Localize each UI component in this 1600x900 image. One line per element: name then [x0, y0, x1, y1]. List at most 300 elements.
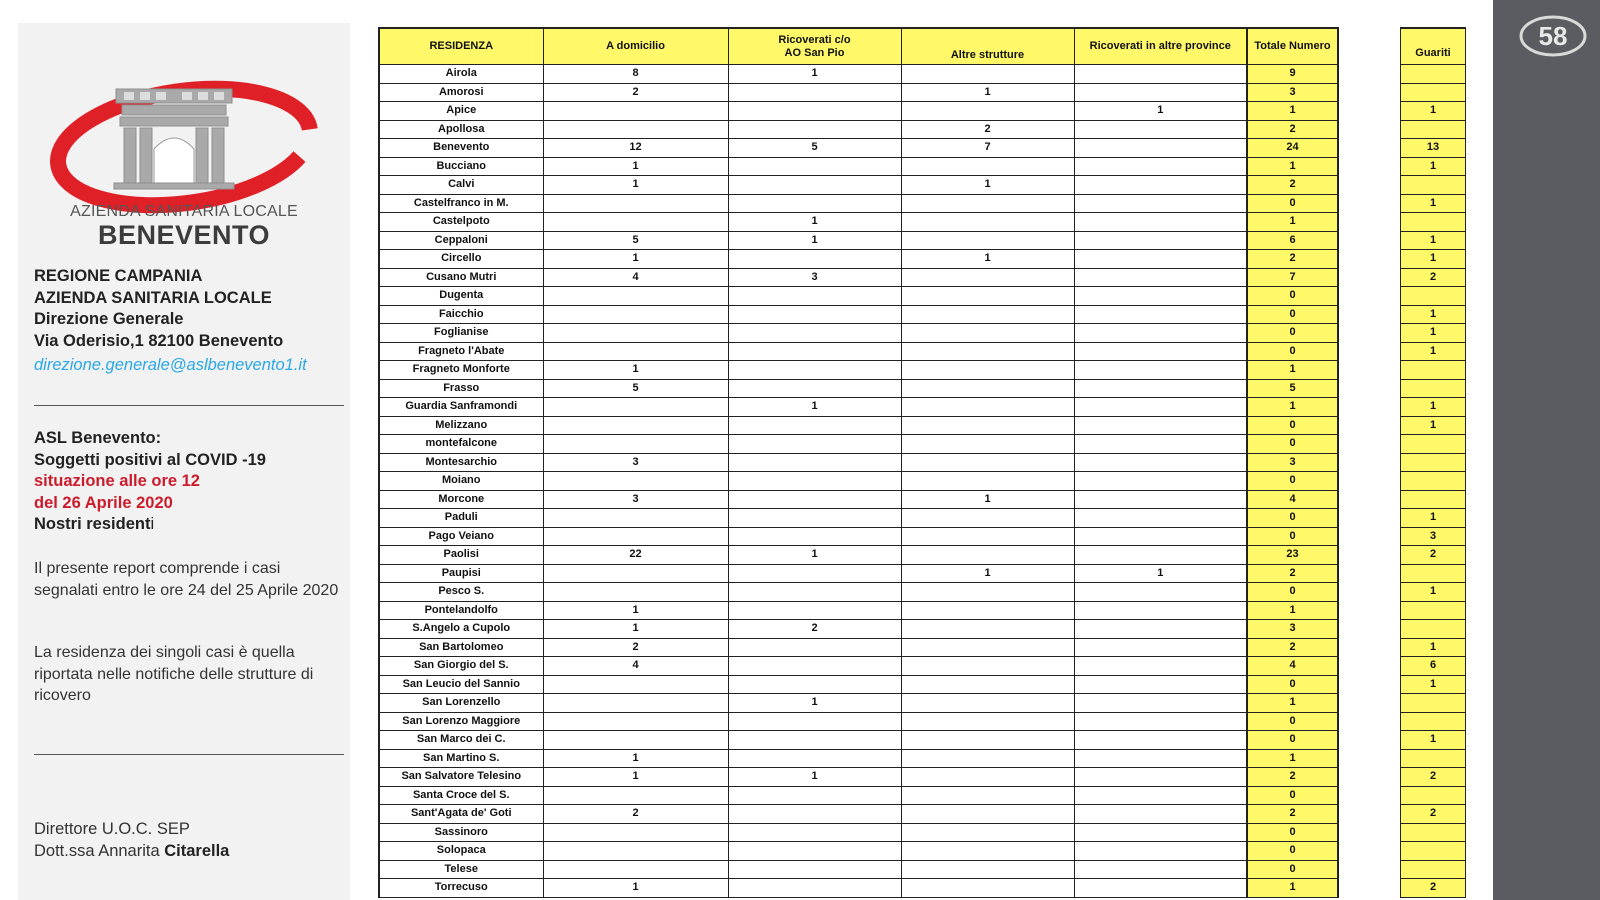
- guariti-row: [1401, 675, 1466, 694]
- cell-sanpio: [728, 120, 901, 139]
- cell-sanpio: [728, 509, 901, 528]
- cell-domicilio: [543, 435, 728, 454]
- cell-residenza: Paolisi: [379, 546, 543, 565]
- divider: [34, 405, 344, 406]
- cell-guariti: 1: [1401, 398, 1466, 417]
- cell-domicilio: [543, 509, 728, 528]
- cell-guariti: 1: [1401, 731, 1466, 750]
- cell-sanpio: 3: [728, 268, 901, 287]
- cell-guariti: 13: [1401, 139, 1466, 158]
- table-row: [379, 472, 1338, 491]
- cell-altre: [901, 453, 1074, 472]
- table-row: [379, 324, 1338, 343]
- guariti-row: [1401, 731, 1466, 750]
- cell-sanpio: 5: [728, 139, 901, 158]
- table-row: [379, 564, 1338, 583]
- cell-residenza: San Lorenzo Maggiore: [379, 712, 543, 731]
- guariti-header-row: [1401, 28, 1466, 65]
- cell-residenza: Foglianise: [379, 324, 543, 343]
- cell-province: [1074, 379, 1247, 398]
- cell-residenza: Paupisi: [379, 564, 543, 583]
- cell-residenza: Pontelandolfo: [379, 601, 543, 620]
- table-row: [379, 823, 1338, 842]
- cell-guariti: 1: [1401, 250, 1466, 269]
- cell-totale: 0: [1247, 342, 1338, 361]
- cell-totale: 3: [1247, 83, 1338, 102]
- cell-residenza: Apice: [379, 102, 543, 121]
- cell-residenza: Bucciano: [379, 157, 543, 176]
- cell-altre: [901, 768, 1074, 787]
- guariti-row: [1401, 712, 1466, 731]
- cell-sanpio: [728, 157, 901, 176]
- cell-sanpio: [728, 305, 901, 324]
- table-row: [379, 879, 1338, 898]
- cell-domicilio: 1: [543, 601, 728, 620]
- region-label: REGIONE CAMPANIA: [34, 267, 203, 285]
- cell-guariti: 2: [1401, 268, 1466, 287]
- report-scope-bold: Nostri resident: [34, 515, 151, 533]
- cell-guariti: 2: [1401, 879, 1466, 898]
- cell-province: [1074, 287, 1247, 306]
- cell-residenza: Montesarchio: [379, 453, 543, 472]
- cell-sanpio: [728, 472, 901, 491]
- cell-residenza: San Lorenzello: [379, 694, 543, 713]
- cases-table: [378, 27, 1339, 898]
- guariti-table: [1400, 27, 1466, 898]
- cell-altre: 1: [901, 176, 1074, 195]
- cell-province: [1074, 749, 1247, 768]
- cell-altre: 1: [901, 83, 1074, 102]
- guariti-row: [1401, 287, 1466, 306]
- cell-sanpio: 1: [728, 768, 901, 787]
- cell-domicilio: [543, 527, 728, 546]
- cell-totale: 0: [1247, 194, 1338, 213]
- cell-sanpio: [728, 490, 901, 509]
- cell-residenza: Castelpoto: [379, 213, 543, 232]
- table-row: [379, 638, 1338, 657]
- guariti-row: [1401, 139, 1466, 158]
- cell-altre: [901, 694, 1074, 713]
- cell-domicilio: 3: [543, 453, 728, 472]
- cell-domicilio: 8: [543, 65, 728, 84]
- cell-sanpio: [728, 435, 901, 454]
- cell-domicilio: 2: [543, 805, 728, 824]
- cell-domicilio: [543, 416, 728, 435]
- cell-guariti: [1401, 83, 1466, 102]
- cell-sanpio: [728, 842, 901, 861]
- cell-altre: [901, 194, 1074, 213]
- cell-totale: 1: [1247, 398, 1338, 417]
- report-scope-tail: i: [150, 515, 155, 533]
- cell-domicilio: 1: [543, 250, 728, 269]
- cell-residenza: Pesco S.: [379, 583, 543, 602]
- cell-altre: [901, 527, 1074, 546]
- guariti-row: [1401, 805, 1466, 824]
- guariti-row: [1401, 786, 1466, 805]
- cell-sanpio: [728, 675, 901, 694]
- cell-totale: 0: [1247, 324, 1338, 343]
- table-row: [379, 65, 1338, 84]
- cell-sanpio: 1: [728, 231, 901, 250]
- cell-sanpio: [728, 583, 901, 602]
- cell-province: [1074, 805, 1247, 824]
- table-row: [379, 583, 1338, 602]
- cell-totale: 0: [1247, 527, 1338, 546]
- cell-altre: [901, 546, 1074, 565]
- cell-totale: 2: [1247, 638, 1338, 657]
- cell-guariti: 2: [1401, 805, 1466, 824]
- col-guariti: Guariti: [1401, 28, 1466, 65]
- cell-residenza: Sant'Agata de' Goti: [379, 805, 543, 824]
- cell-altre: [901, 620, 1074, 639]
- cell-guariti: 1: [1401, 102, 1466, 121]
- cell-totale: 1: [1247, 879, 1338, 898]
- cell-province: [1074, 860, 1247, 879]
- cell-domicilio: [543, 398, 728, 417]
- cell-province: [1074, 65, 1247, 84]
- cell-domicilio: 5: [543, 231, 728, 250]
- table-row: [379, 435, 1338, 454]
- cell-guariti: 2: [1401, 768, 1466, 787]
- cell-domicilio: [543, 842, 728, 861]
- cell-altre: [901, 879, 1074, 898]
- cell-totale: 0: [1247, 731, 1338, 750]
- cell-guariti: [1401, 620, 1466, 639]
- note-report-period: Il presente report comprende i casi segnalati entro le ore 24 del 25 Aprile 2020: [34, 560, 339, 599]
- guariti-row: [1401, 546, 1466, 565]
- cell-residenza: Apollosa: [379, 120, 543, 139]
- cell-province: [1074, 416, 1247, 435]
- guariti-row: [1401, 194, 1466, 213]
- cell-sanpio: [728, 83, 901, 102]
- cell-guariti: 3: [1401, 527, 1466, 546]
- cell-province: [1074, 176, 1247, 195]
- guariti-row: [1401, 879, 1466, 898]
- cell-altre: [901, 102, 1074, 121]
- guariti-row: [1401, 749, 1466, 768]
- cell-totale: 1: [1247, 102, 1338, 121]
- cell-totale: 0: [1247, 435, 1338, 454]
- table-row: [379, 102, 1338, 121]
- table-row: [379, 83, 1338, 102]
- cell-domicilio: [543, 860, 728, 879]
- cell-residenza: Melizzano: [379, 416, 543, 435]
- cell-sanpio: [728, 379, 901, 398]
- cell-altre: [901, 398, 1074, 417]
- cell-domicilio: [543, 712, 728, 731]
- table-row: [379, 213, 1338, 232]
- cell-province: [1074, 768, 1247, 787]
- cell-altre: [901, 435, 1074, 454]
- cell-totale: 0: [1247, 509, 1338, 528]
- cell-province: [1074, 453, 1247, 472]
- cell-residenza: Torrecuso: [379, 879, 543, 898]
- cell-totale: 2: [1247, 120, 1338, 139]
- table-row: [379, 379, 1338, 398]
- cell-guariti: 2: [1401, 546, 1466, 565]
- cell-totale: 24: [1247, 139, 1338, 158]
- cell-province: [1074, 472, 1247, 491]
- cell-domicilio: 1: [543, 620, 728, 639]
- table-row: [379, 231, 1338, 250]
- sidebar-panel: [18, 23, 350, 900]
- logo-title: BENEVENTO: [97, 220, 271, 250]
- table-row: [379, 731, 1338, 750]
- cell-province: [1074, 83, 1247, 102]
- cell-province: [1074, 342, 1247, 361]
- guariti-row: [1401, 83, 1466, 102]
- cell-domicilio: 4: [543, 657, 728, 676]
- table-row: [379, 805, 1338, 824]
- cell-residenza: San Salvatore Telesino: [379, 768, 543, 787]
- cell-province: [1074, 601, 1247, 620]
- cell-sanpio: [728, 860, 901, 879]
- cell-totale: 6: [1247, 231, 1338, 250]
- cell-province: [1074, 139, 1247, 158]
- cell-sanpio: 2: [728, 620, 901, 639]
- cell-domicilio: [543, 675, 728, 694]
- cell-sanpio: [728, 823, 901, 842]
- cell-altre: [901, 287, 1074, 306]
- cell-domicilio: [543, 786, 728, 805]
- cell-province: [1074, 213, 1247, 232]
- cell-altre: 1: [901, 564, 1074, 583]
- guariti-row: [1401, 305, 1466, 324]
- cell-sanpio: [728, 638, 901, 657]
- cell-domicilio: [543, 194, 728, 213]
- table-row: [379, 527, 1338, 546]
- cell-totale: 0: [1247, 860, 1338, 879]
- report-title-1: ASL Benevento:: [34, 429, 162, 447]
- guariti-row: [1401, 398, 1466, 417]
- col-sanpio-line1: Ricoverati c/o: [778, 33, 851, 46]
- cell-province: [1074, 268, 1247, 287]
- logo-subtitle: AZIENDA SANITARIA LOCALE: [70, 203, 298, 220]
- cell-province: [1074, 527, 1247, 546]
- cell-sanpio: [728, 601, 901, 620]
- director-name: [34, 841, 229, 863]
- cell-guariti: [1401, 379, 1466, 398]
- cell-province: [1074, 583, 1247, 602]
- cell-domicilio: 5: [543, 379, 728, 398]
- table-row: [379, 287, 1338, 306]
- cell-altre: [901, 749, 1074, 768]
- cell-residenza: Cusano Mutri: [379, 268, 543, 287]
- cell-domicilio: [543, 120, 728, 139]
- col-province: Ricoverati in altre province: [1074, 28, 1247, 65]
- cell-guariti: 1: [1401, 194, 1466, 213]
- cell-province: [1074, 546, 1247, 565]
- cell-altre: 1: [901, 250, 1074, 269]
- cell-altre: [901, 860, 1074, 879]
- guariti-row: [1401, 342, 1466, 361]
- cell-domicilio: 12: [543, 139, 728, 158]
- cell-residenza: Paduli: [379, 509, 543, 528]
- cell-altre: [901, 361, 1074, 380]
- cell-altre: [901, 657, 1074, 676]
- office-label: Direzione Generale: [34, 310, 184, 328]
- table-row: [379, 860, 1338, 879]
- cell-sanpio: [728, 102, 901, 121]
- cell-domicilio: [543, 731, 728, 750]
- cell-altre: [901, 472, 1074, 491]
- cell-domicilio: [543, 305, 728, 324]
- cell-guariti: [1401, 435, 1466, 454]
- director-block: [34, 819, 229, 862]
- cell-altre: [901, 416, 1074, 435]
- guariti-row: [1401, 324, 1466, 343]
- guariti-row: [1401, 860, 1466, 879]
- col-altre: Altre strutture: [901, 28, 1074, 65]
- cell-totale: 0: [1247, 287, 1338, 306]
- cell-altre: [901, 712, 1074, 731]
- guariti-row: [1401, 120, 1466, 139]
- guariti-row: [1401, 102, 1466, 121]
- cell-guariti: [1401, 361, 1466, 380]
- table-row: [379, 694, 1338, 713]
- cell-altre: 7: [901, 139, 1074, 158]
- cell-sanpio: [728, 527, 901, 546]
- table-row: [379, 361, 1338, 380]
- cell-sanpio: 1: [728, 213, 901, 232]
- cell-province: [1074, 361, 1247, 380]
- cell-province: [1074, 675, 1247, 694]
- cell-province: [1074, 157, 1247, 176]
- cell-totale: 0: [1247, 583, 1338, 602]
- cell-sanpio: [728, 453, 901, 472]
- cell-guariti: [1401, 749, 1466, 768]
- table-row: [379, 342, 1338, 361]
- cell-totale: 7: [1247, 268, 1338, 287]
- cell-sanpio: [728, 564, 901, 583]
- cell-province: [1074, 657, 1247, 676]
- cell-domicilio: 1: [543, 176, 728, 195]
- table-header-row: [379, 28, 1338, 65]
- table-row: [379, 509, 1338, 528]
- cell-residenza: Faicchio: [379, 305, 543, 324]
- cell-totale: 0: [1247, 305, 1338, 324]
- table-row: [379, 657, 1338, 676]
- cell-sanpio: 1: [728, 546, 901, 565]
- guariti-row: [1401, 509, 1466, 528]
- cell-altre: [901, 786, 1074, 805]
- cell-guariti: [1401, 120, 1466, 139]
- cell-altre: [901, 324, 1074, 343]
- guariti-row: [1401, 157, 1466, 176]
- col-domicilio: A domicilio: [543, 28, 728, 65]
- cell-altre: 2: [901, 120, 1074, 139]
- table-row: [379, 712, 1338, 731]
- table-row: [379, 250, 1338, 269]
- guariti-row: [1401, 213, 1466, 232]
- cell-guariti: 1: [1401, 324, 1466, 343]
- table-row: [379, 490, 1338, 509]
- cell-province: [1074, 842, 1247, 861]
- cell-totale: 0: [1247, 712, 1338, 731]
- cell-domicilio: 2: [543, 83, 728, 102]
- cell-altre: [901, 305, 1074, 324]
- table-row: [379, 842, 1338, 861]
- guariti-row: [1401, 268, 1466, 287]
- cell-guariti: [1401, 860, 1466, 879]
- cell-totale: 1: [1247, 601, 1338, 620]
- cell-province: [1074, 194, 1247, 213]
- cell-guariti: [1401, 786, 1466, 805]
- cell-totale: 9: [1247, 65, 1338, 84]
- table-row: [379, 749, 1338, 768]
- report-title-2: Soggetti positivi al COVID -19: [34, 450, 266, 469]
- email-link[interactable]: direzione.generale@aslbenevento1.it: [34, 356, 307, 374]
- divider: [34, 754, 344, 755]
- cell-sanpio: [728, 749, 901, 768]
- cell-guariti: 1: [1401, 305, 1466, 324]
- guariti-row: [1401, 379, 1466, 398]
- cell-sanpio: [728, 250, 901, 269]
- cell-residenza: Pago Veiano: [379, 527, 543, 546]
- cell-guariti: [1401, 65, 1466, 84]
- cell-guariti: [1401, 712, 1466, 731]
- table-row: [379, 157, 1338, 176]
- cell-altre: [901, 342, 1074, 361]
- cell-province: [1074, 435, 1247, 454]
- cell-province: [1074, 398, 1247, 417]
- cell-province: [1074, 823, 1247, 842]
- street-label: Via Oderisio,1 82100 Benevento: [34, 331, 284, 350]
- cell-residenza: Ceppaloni: [379, 231, 543, 250]
- cell-altre: [901, 675, 1074, 694]
- cell-guariti: [1401, 490, 1466, 509]
- guariti-row: [1401, 842, 1466, 861]
- guariti-row: [1401, 694, 1466, 713]
- cell-domicilio: 1: [543, 768, 728, 787]
- cell-altre: [901, 601, 1074, 620]
- guariti-row: [1401, 435, 1466, 454]
- table-row: [379, 416, 1338, 435]
- report-time: situazione alle ore 12: [34, 472, 200, 490]
- cell-domicilio: [543, 213, 728, 232]
- cell-domicilio: 3: [543, 490, 728, 509]
- guariti-row: [1401, 768, 1466, 787]
- cell-domicilio: [543, 564, 728, 583]
- cell-residenza: Fragneto l'Abate: [379, 342, 543, 361]
- col-sanpio: [728, 28, 901, 65]
- cell-totale: 1: [1247, 213, 1338, 232]
- table-row: [379, 305, 1338, 324]
- cell-sanpio: [728, 712, 901, 731]
- cell-sanpio: [728, 786, 901, 805]
- table-row: [379, 453, 1338, 472]
- cell-domicilio: [543, 102, 728, 121]
- cell-residenza: Calvi: [379, 176, 543, 195]
- table-row: [379, 398, 1338, 417]
- director-role: Direttore U.O.C. SEP: [34, 820, 190, 838]
- cell-sanpio: 1: [728, 694, 901, 713]
- cell-residenza: montefalcone: [379, 435, 543, 454]
- cell-residenza: Frasso: [379, 379, 543, 398]
- report-scope: [34, 514, 344, 536]
- cell-domicilio: [543, 694, 728, 713]
- table-row: [379, 620, 1338, 639]
- table-row: [379, 601, 1338, 620]
- table-row: [379, 786, 1338, 805]
- table-row: [379, 120, 1338, 139]
- cell-sanpio: [728, 416, 901, 435]
- guariti-row: [1401, 527, 1466, 546]
- cell-domicilio: 2: [543, 638, 728, 657]
- cell-guariti: 1: [1401, 509, 1466, 528]
- cell-totale: 4: [1247, 490, 1338, 509]
- cell-sanpio: [728, 194, 901, 213]
